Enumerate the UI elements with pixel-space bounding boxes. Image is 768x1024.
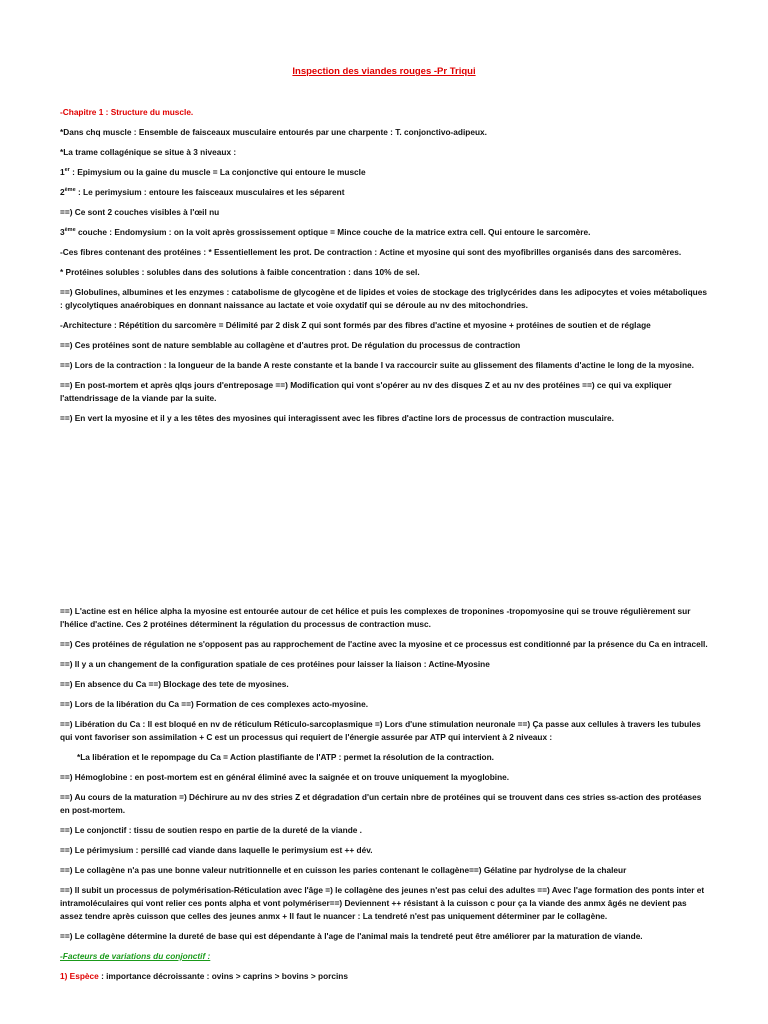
level-text: couche : Endomysium : on la voit après grossissement optique = Mince couche de la matrice extra cell. Qui entoure le sarcomère. xyxy=(75,227,591,237)
paragraph: ==) Au cours de la maturation =) Déchirure au nv des stries Z et dégradation d'un certain nbre de protéines qui se trouvent dans ces stries ss-action des protéases en post-mortem. xyxy=(60,792,702,815)
paragraph: * Protéines solubles : solubles dans des solutions à faible concentration : dans 10% de sel. xyxy=(60,267,420,277)
list-item-species xyxy=(60,970,710,983)
paragraph-indented: *La libération et le repompage du Ca = Action plastifiante de l'ATP : permet la résolution de la contraction. xyxy=(77,752,494,762)
paragraph: ==) Lors de la contraction : la longueur de la bande A reste constante et la bande I va raccourcir suite au glissement des filaments d'actine le long de la myosine. xyxy=(60,360,694,370)
level-number: 1 xyxy=(60,167,65,177)
paragraph: *Dans chq muscle : Ensemble de faisceaux musculaire entourés par une charpente : T. conjonctivo-adipeux. xyxy=(60,127,487,137)
document-title: Inspection des viandes rouges -Pr Triqui xyxy=(292,66,476,77)
section-contraction-collagen xyxy=(60,605,710,990)
paragraph-level-1 xyxy=(60,166,710,179)
paragraph: ==) En post-mortem et après qlqs jours d'entreposage ==) Modification qui vont s'opérer au nv des disques Z et au nv des protéines ==) ce qui va expliquer l'attendrissage de la viande par la suite. xyxy=(60,380,672,403)
paragraph: ==) Ce sont 2 couches visibles à l'œil nu xyxy=(60,207,220,217)
paragraph: ==) En absence du Ca ==) Blockage des tete de myosines. xyxy=(60,679,289,689)
paragraph: ==) Libération du Ca : Il est bloqué en nv de réticulum Réticulo-sarcoplasmique =) Lors d'une stimulation neuronale ==) Ça passe aux cellules à travers les tubules qui vont favoriser son assimilation + C est un processus qui requiert de l'énergie assurée par ATP qui intervient à 2 niveaux : xyxy=(60,719,701,742)
paragraph: ==) L'actine est en hélice alpha la myosine est entourée autour de cet hélice et puis les complexes de troponines -tropomyosine qui se trouve régulièrement sur l'hélice d'actine. Ces 2 protéines déterminent la régulation du processus de contraction musc. xyxy=(60,606,691,629)
paragraph: ==) En vert la myosine et il y a les têtes des myosines qui interagissent avec les fibres d'actine lors de processus de contraction musculaire. xyxy=(60,413,614,423)
paragraph: ==) Il subit un processus de polymérisation-Réticulation avec l'âge =) le collagène des jeunes n'est pas celui des adultes ==) Avec l'age formation des ponts inter et intramoléculaires qui vont relier ces ponts alpha et vont polymériser==) Deviennent ++ résistant à la cuisson c pour ça la viande des anmx âgés ne devient pas assez tendre après cuisson que celles des jeunes anmx + Il faut le nuancer : La tendreté n'est pas uniquement déterminer par le collagène. xyxy=(60,885,705,921)
paragraph: -Architecture : Répétition du sarcomère = Délimité par 2 disk Z qui sont formés par des fibres d'actine et myosine + protéines de soutien et de réglage xyxy=(60,320,651,330)
paragraph: ==) Le collagène n'a pas une bonne valeur nutritionnelle et en cuisson les paries contenant le collagène==) Gélatine par hydrolyse de la chaleur xyxy=(60,865,627,875)
paragraph: ==) Hémoglobine : en post-mortem est en général éliminé avec la saignée et on trouve uniquement la myoglobine. xyxy=(60,772,510,782)
level-suffix: ème xyxy=(64,227,76,234)
paragraph: ==) Lors de la libération du Ca ==) Formation de ces complexes acto-myosine. xyxy=(60,699,368,709)
paragraph: -Ces fibres contenant des protéines : * Essentiellement les prot. De contraction : Actine et myosine qui sont des myofibrilles organisés dans des sarcomères. xyxy=(60,247,682,257)
level-suffix: ème xyxy=(64,187,76,194)
list-item-text: : importance décroissante : ovins > caprins > bovins > porcins xyxy=(101,971,348,981)
chapter-heading: -Chapitre 1 : Structure du muscle. xyxy=(60,107,194,117)
level-text: : Epimysium ou la gaine du muscle = La conjonctive qui entoure le muscle xyxy=(69,167,366,177)
paragraph: ==) Le périmysium : persillé cad viande dans laquelle le perimysium est ++ dév. xyxy=(60,845,373,855)
paragraph: ==) Le conjonctif : tissu de soutien respo en partie de la dureté de la viande . xyxy=(60,825,362,835)
subheading-factors: -Facteurs de variations du conjonctif : xyxy=(60,951,211,961)
list-item-label: 1) Espèce xyxy=(60,971,99,981)
level-text: : Le perimysium : entoure les faisceaux musculaires et les séparent xyxy=(75,187,345,197)
paragraph: ==) Globulines, albumines et les enzymes : catabolisme de glycogène et de lipides et voies de stockage des triglycérides dans les adipocytes et voies métaboliques : glycolytiques anaérobiques en donnant naissance au lactate et voie oxydatif qui se déroule au nv des mitochondries. xyxy=(60,287,707,310)
paragraph: ==) Ces protéines de régulation ne s'opposent pas au rapprochement de l'actine avec la myosine et ce processus est conditionné par la présence du Ca en intracell. xyxy=(60,639,708,649)
paragraph-level-2 xyxy=(60,186,710,199)
section-muscle-structure xyxy=(60,106,710,432)
level-suffix: er xyxy=(64,167,70,174)
level-number: 2 xyxy=(60,187,65,197)
level-number: 3 xyxy=(60,227,65,237)
paragraph-level-3 xyxy=(60,226,710,239)
paragraph: ==) Le collagène détermine la dureté de base qui est dépendante à l'age de l'animal mais la tendreté peut être améliorer par la maturation de viande. xyxy=(60,931,643,941)
paragraph: ==) Il y a un changement de la configuration spatiale de ces protéines pour laisser la liaison : Actine-Myosine xyxy=(60,659,490,669)
paragraph: ==) Ces protéines sont de nature semblable au collagène et d'autres prot. De régulation du processus de contraction xyxy=(60,340,521,350)
paragraph: *La trame collagénique se situe à 3 niveaux : xyxy=(60,147,237,157)
